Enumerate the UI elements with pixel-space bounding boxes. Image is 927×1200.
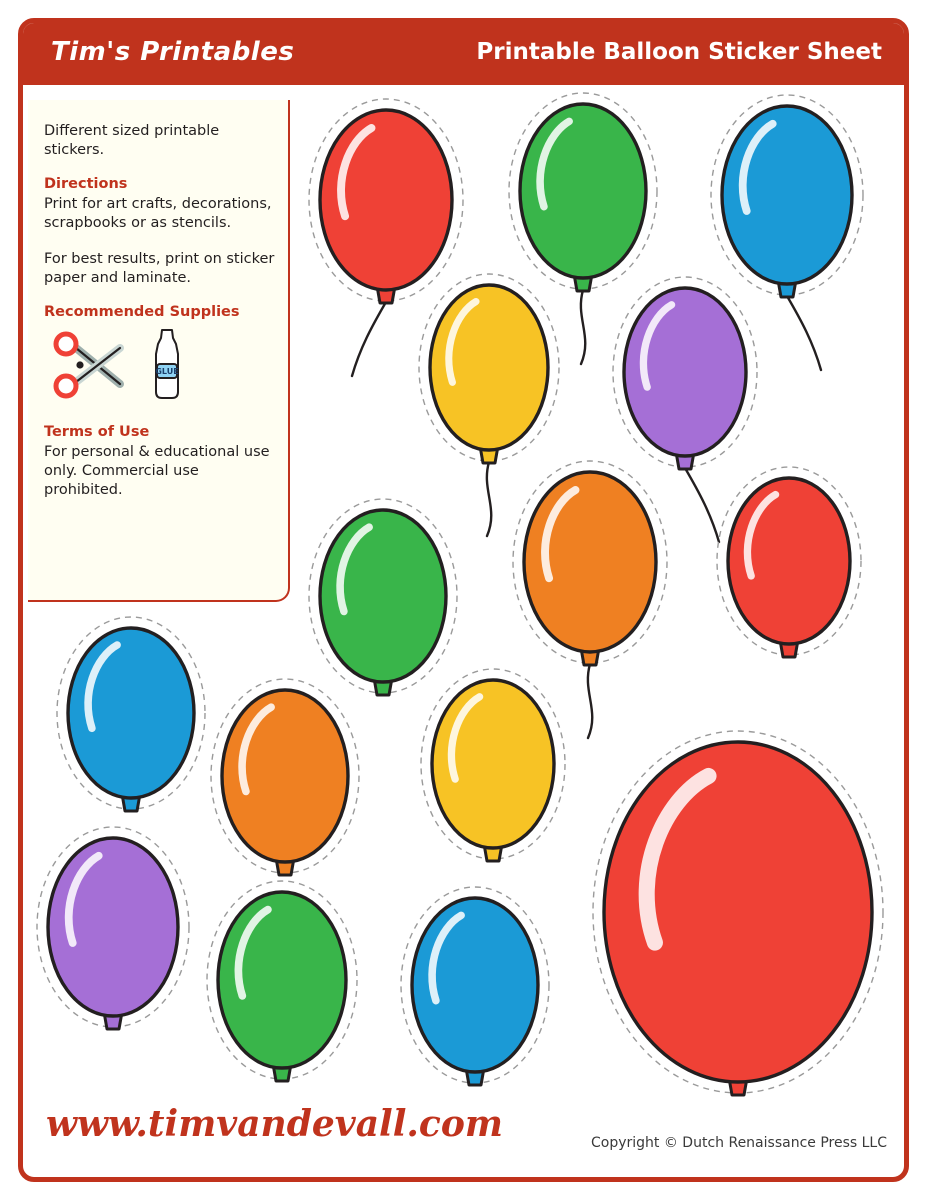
intro-text: Different sized printable stickers. [44,123,220,159]
best-results-text: For best results, print on sticker paper and laminate. [44,250,275,286]
footer-website: www.timvandevall.com [46,1103,503,1145]
header-bar [23,23,904,85]
terms-text: For personal & educational use only. Commercial use prohibited. [44,443,270,498]
footer-copyright: Copyright © Dutch Renaissance Press LLC [591,1135,887,1151]
scissors-icon [50,330,126,406]
info-panel [28,100,290,602]
supplies-heading: Recommended Supplies [44,303,240,320]
terms-heading: Terms of Use [44,423,150,440]
glue-label: GLUE [155,366,179,376]
brand-title: Tim's Printables [51,37,295,67]
page-title: Printable Balloon Sticker Sheet [476,39,882,65]
glue-bottle-icon [144,326,190,406]
directions-text: Print for art crafts, decorations, scrapbooks or as stencils. [44,196,272,232]
directions-heading: Directions [44,176,128,193]
supplies-icons [50,328,276,406]
